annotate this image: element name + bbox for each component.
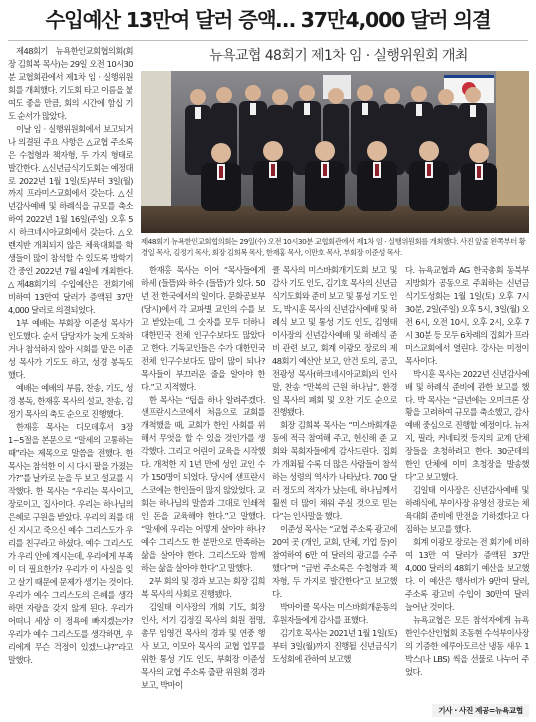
headline-divider <box>8 40 528 41</box>
paragraph: 뉴욕교협은 모든 참석자에게 뉴욕한인수산인협회 조동현 수석부이사장의 기증한 에루아도르산 냉동 새우 1박스(나 LBS) 씩을 선물로 나누어 주었다. <box>405 614 529 677</box>
column-2 <box>141 264 265 719</box>
column-1 <box>8 45 133 717</box>
paragraph: 2부 회의 및 경과 보고는 회장 김희복 목사의 사회로 진행됐다. <box>141 575 265 599</box>
paragraph: 이날 임 · 실행위원회에서 보고되거나 의결된 주요 사항은 △교협 주소록은 수첩형과 책자형, 두 가지 형태로 발간한다. △신년금식기도회는 예정대로 2022년 1월 1일(토)부터 3일(월)까지 프라미스교회에서 갖는다. △신년감사예배 및 하례식을 규모를 축소하여 2022년 1월 16일(주일) 오후 5시 하크네시아교회에서 갖는다. △오렌지반 개최되지 않은 체육대회를 학생들이 많이 참석할 수 있도록 방학기간 중인 2022년 7월 4일에 개최한다. △제48회기의 수입예산은 전회기에 비하여 13만여 달러가 증액된 37만4,000 달러로 의결되었다. <box>8 123 133 316</box>
paragraph: 회장 김희복 목사는 “미스바회개운동에 적극 참여해 주고, 헌신해 준 교회와 목회자들에게 감사드린다. 집회가 개최될 수록 더 많은 사람들이 참석하는 성령의 역사가 나타났다. 700 달러 정도의 적자가 났는데, 하나님께서 훨씬 더 많이 채워 주실 것으로 믿는다”는 인사말을 했다. <box>272 420 397 522</box>
column-4 <box>405 264 529 719</box>
paragraph: 김기호 목사는 2021년 1월 1일(토)부터 3일(월)까지 진행될 신년금식기도성회에 관하여 보고했 <box>272 627 397 664</box>
paragraph: 박시훈 목사는 2022년 신년감사예배 및 하례식 준비에 관한 보고를 했다. 박 목사는 “금년에는 오미크론 상황을 고려하여 규모를 축소했고, 감사예배 중심으로 진행할 예정이다. 뉴저지, 필라, 커네티컷 등지의 교계 단체장들을 초청하려고 한다. 30군데의 한인 단체에 이미 초청장을 발송했다”고 보고했다. <box>405 368 529 483</box>
paragraph: 김일태 이사장의 개회 기도, 회장 인사, 서기 김정길 목사의 회원 점명, 총무 임영건 목사의 경과 및 연중 행사 보고, 이모아 목사의 교협 업무를 위한 통성 기도 인도, 부회장 이준성 목사의 교협 주소록 출판 위원회 경과 보고, 박마이 <box>141 601 265 690</box>
paragraph: 김일태 이사장은 신년감사예배 및 하례식에, 부이사장 유영선 장로는 체육대회 준비에 만전을 기하겠다고 다짐하는 보고를 했다. <box>405 485 529 535</box>
paragraph: 예배는 예배의 부름, 찬송, 기도, 성경 봉독, 한재홍 목사의 설교, 찬송, 김정기 목사의 축도 순으로 진행했다. <box>8 382 133 419</box>
article-headline: 수입예산 13만여 달러 증액… 37만4,000 달러 의결 <box>0 0 536 40</box>
photo-caption: 제48회기 뉴욕한인교회협의회는 29일(수) 오전 10시30분 교협회관에서 제1차 임 · 실행위원회를 개최했다. 사진 앞줄 왼쪽부터 황경일 목사, 김정기 목사, 회장 김희복 목사, 한재홍 목사, 이만호 목사, 부회장 이준성 목사. <box>141 237 526 257</box>
paragraph: 회계 이광모 장로는 전 회기에 비하여 13만 여 달러가 증액된 37만4,000 달러의 48회기 예산을 보고했다. 이 예산은 행사비가 9만여 달러, 주소록 광고비 수입이 30만여 달러 늘어난 것이다. <box>405 537 529 612</box>
paragraph: 1부 예배는 부회장 이준성 목사가 인도했다. 순서 담당자가 늦게 도착하거나 참석하지 않아 시회를 맡은 이준성 목사가 기도도 하고, 성경 봉독도 했다. <box>8 318 133 380</box>
group-photo-illustration <box>141 71 529 233</box>
paragraph: 이준성 목사는 “교협 주소록 광고에 20여 곳 (개인, 교회, 단체, 기업 등)이 참여하여 6만 여 달러의 광고를 수주했다”며 “금번 주소록은 수첩형과 책자형, 두 가지로 발간한다”고 보고했다. <box>272 524 397 599</box>
photo-credit: 기사 · 사진 제공=뉴욕교협 <box>432 704 529 717</box>
paragraph: 다. 뉴욕교협과 AG 한국총회 동북부지방회가 공동으로 주최하는 신년금식기도성회는 1월 1일(토) 오후 7시 30분, 2일(주일) 오후 5시, 3일(월) 오전 6시, 오전 10시, 오후 2시, 오후 7시 30분 등 모두 6차례의 집회가 프라미스교회에서 열린다. 강사는 미정이 목사이다. <box>405 265 529 366</box>
paragraph: 제48회기 뉴욕한인교회협의회(회장 김희복 목사)는 29일 오전 10시30분 교협회관에서 제1차 임 · 실행위원회를 개최했다. 기도회 타고 이름을 붙여도 좋을 만큼, 회의 시간에 함십 기도 순서가 많았다. <box>8 46 133 121</box>
paragraph: 한재홍 목사는 디모데후서 3장 1~5절을 본문으로 “말세의 고통하는 때”라는 제목으로 말씀을 전했다. 한 목사는 참석한 이 시 다시 팔을 가졌는가?”를 날카로 눈을 두 보고 설교를 시작했다. 한 목사는 “우리는 목사이고, 장로이고, 집사이다. 우리는 하나님의 은혜로 구원을 받았다. 우리의 죄를 대신 지시고 죽으신 예수 그리스도가 우리를 친구라고 하셨다. 예수 그리스도가 우리 안에 계시는데, 우리에게 부족이 더 필요한가? 우리가 이 사실을 잊고 살기 때문에 문제가 생기는 것이다. 우리가 예수 그리스도의 은혜를 생각하면 자랑을 갖지 않게 된다. 우리가 어떠니 세상 이 정욕에 빠지겠는가? 우리가 예수 그리스도를 생각하면, 우리에게 무슨 걱정이 있겠느냐?”라고 말했다. <box>8 421 133 665</box>
article-subheadline: 뉴욕교협 48회기 제1차 임 · 실행위원회 개최 <box>209 48 468 64</box>
group-photo <box>141 71 529 233</box>
column-3 <box>272 264 397 719</box>
paragraph: 클 목사의 미스바회개기도회 보고 및 감사 기도 인도, 김기호 목사의 신년금식기도회와 준비 보고 및 통성 기도 인도, 박시훈 목사의 신년감사예배 및 하례식 보고 및 통성 기도 인도, 김영태 이사장의 신년감사예배 및 하례식 준비 관련 보고, 회계 이광모 장로의 제48회기 예산안 보고, 안건 토의, 공고, 전광성 목사(하크네시아교회)의 인사말, 찬송 “만복의 근원 하나님”, 환경일 목사의 폐회 및 오찬 기도 순으로 진행됐다. <box>272 265 397 418</box>
paragraph: 한 목사는 “팁을 하나 알려주겠다. 샌프란시스코에서 처음으로 교회를 개척했을 때, 교회가 한인 사회를 위해서 무엇을 할 수 있을 것인가를 생각했다. 그리고 어린이 교육을 시작했다. 개척한 지 1년 만에 성인 교인 수가 150명이 되었다. 당시에 샌프란시스코에는 한인들이 많지 않았었다. 교회는 하나님의 말씀과 그대로 인쇄적인 돈을 교육해야 한다.”고 말했다. “말세에 우리는 어떻게 살아야 하나? 예수 그리스도 한 분만으로 만족하는 삶을 살아야 한다. 그리스도와 함께 하는 삶을 살아야 한다”고 말했다. <box>141 394 265 573</box>
paragraph: 박마이클 목사는 미스바회개운동의 후원자들에게 감사를 표했다. <box>272 601 397 625</box>
paragraph: 한재홍 목사는 이어 “목사들에게 하세 (들뜸)와 하수 (들뜸)가 있다. 50년 전 한국에서의 일이다. 문화공보부 (당시)에서 각 교파별 교인의 수를 보고 받았는데, 그 숫자를 모두 더하니 대한민국 전체 인구수보다도 많았다고 한다. 기독교인들은 수가 대한민국 전체 인구수보다도 많이 많이 되나? 목사들이 부끄러운 줄을 알아야 한다.”고 지적했다. <box>141 265 265 392</box>
